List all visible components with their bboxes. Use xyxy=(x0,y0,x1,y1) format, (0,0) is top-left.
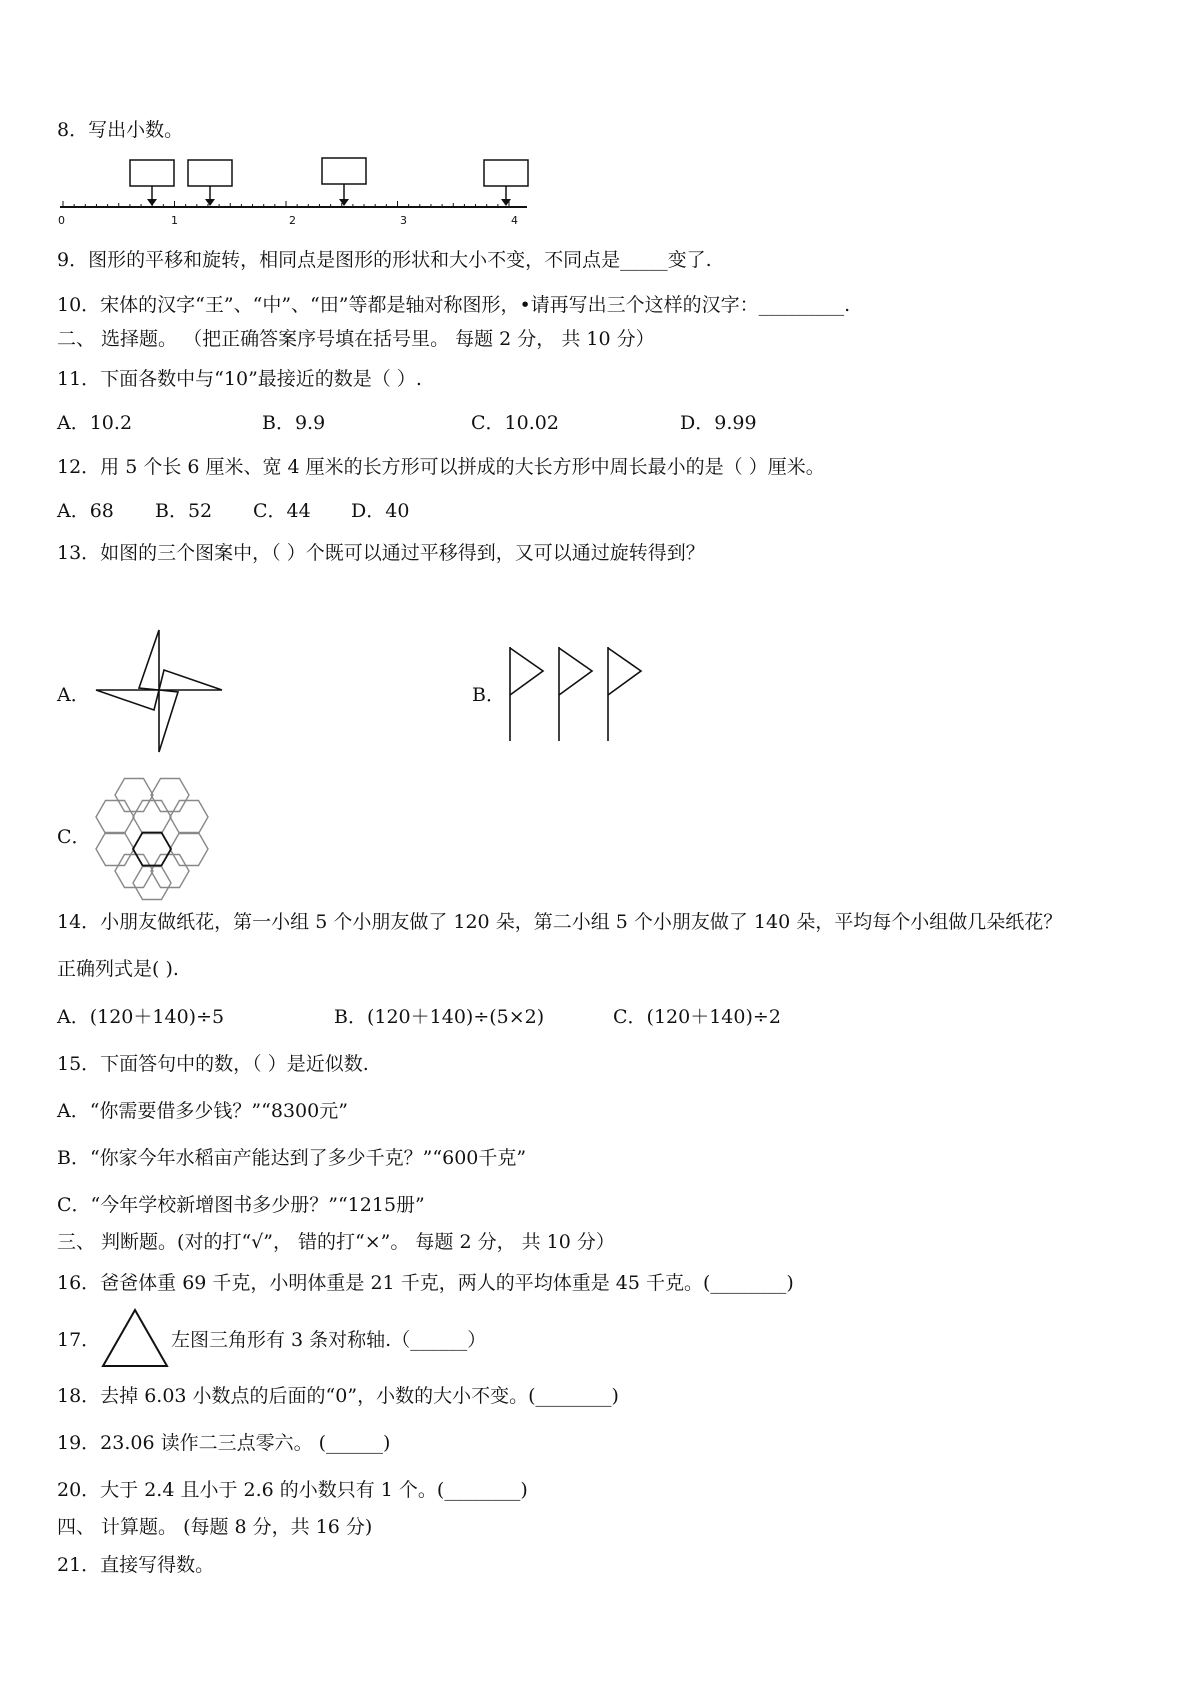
question-17-text: 左图三角形有 3 条对称轴.（______） xyxy=(171,1329,487,1351)
question-15: 15．下面答句中的数，（ ）是近似数. xyxy=(57,1053,369,1075)
q14-option-c: C．(120＋140)÷2 xyxy=(613,1006,781,1028)
pinwheel-figure xyxy=(92,628,228,754)
hexagon-cell xyxy=(96,833,134,866)
q15-option-b: B．“你家今年水稻亩产能达到了多少千克？”“600千克” xyxy=(57,1147,527,1169)
q11-option-a: A．10.2 xyxy=(57,412,133,434)
q12-option-c: C．44 xyxy=(253,500,311,522)
question-13: 13．如图的三个图案中，（ ）个既可以通过平移得到，又可以通过旋转得到？ xyxy=(57,542,705,564)
q12-option-a: A．68 xyxy=(57,500,114,522)
triangle-figure xyxy=(100,1307,170,1369)
question-14-line-2: 正确列式是( ). xyxy=(57,958,179,980)
ruler-label-1: 1 xyxy=(171,214,178,227)
question-9: 9．图形的平移和旋转，相同点是图形的形状和大小不变，不同点是_____变了. xyxy=(57,249,712,271)
question-20: 20．大于 2.4 且小于 2.6 的小数只有 1 个。(________) xyxy=(57,1479,528,1501)
q13-option-b: B． xyxy=(472,684,505,706)
hexagon-cell xyxy=(96,801,134,834)
hexagon-cell xyxy=(170,833,208,866)
ruler-label-2: 2 xyxy=(289,214,296,227)
ruler-label-4: 4 xyxy=(511,214,518,227)
q13-option-c: C． xyxy=(57,826,91,848)
hexagon-cell xyxy=(151,779,189,812)
ruler-label-0: 0 xyxy=(58,214,65,227)
hexagon-cell xyxy=(133,801,171,834)
q12-option-d: D．40 xyxy=(351,500,410,522)
flags-figure xyxy=(505,645,655,745)
question-19: 19．23.06 读作二三点零六。 (______) xyxy=(57,1432,391,1454)
question-8: 8．写出小数。 xyxy=(57,119,184,141)
question-14: 14．小朋友做纸花，第一小组 5 个小朋友做了 120 朵，第二小组 5 个小朋友做了 140 朵，平均每个小组做几朵纸花？ xyxy=(57,911,1063,933)
hexagon-cell xyxy=(170,801,208,834)
q11-option-c: C．10.02 xyxy=(471,412,559,434)
hexagon-pattern-figure xyxy=(94,775,210,901)
question-18: 18．去掉 6.03 小数点的后面的“0”，小数的大小不变。(________) xyxy=(57,1385,619,1407)
hexagon-cell xyxy=(133,833,171,866)
q14-option-a: A．(120＋140)÷5 xyxy=(57,1006,225,1028)
q15-option-c: C．“今年学校新增图书多少册？”“1215册” xyxy=(57,1194,425,1216)
q11-option-d: D．9.99 xyxy=(680,412,757,434)
section-3-heading: 三、 判断题。(对的打“√”， 错的打“×”。 每题 2 分， 共 10 分） xyxy=(57,1231,615,1253)
question-11: 11．下面各数中与“10”最接近的数是（ ）. xyxy=(57,368,422,390)
question-10: 10．宋体的汉字“王”、“中”、“田”等都是轴对称图形，•请再写出三个这样的汉字：_________. xyxy=(57,294,851,316)
q12-option-b: B．52 xyxy=(155,500,213,522)
section-4-heading: 四、 计算题。 (每题 8 分，共 16 分) xyxy=(57,1516,373,1538)
q13-option-a: A． xyxy=(57,684,90,706)
q11-option-b: B．9.9 xyxy=(262,412,326,434)
q15-option-a: A．“你需要借多少钱？”“8300元” xyxy=(57,1100,348,1122)
question-21: 21．直接写得数。 xyxy=(57,1554,215,1576)
section-2-heading: 二、 选择题。 （把正确答案序号填在括号里。 每题 2 分， 共 10 分） xyxy=(57,328,655,350)
number-line-figure xyxy=(57,155,537,230)
ruler-label-3: 3 xyxy=(400,214,407,227)
question-16: 16．爸爸体重 69 千克，小明体重是 21 千克，两人的平均体重是 45 千克。(________) xyxy=(57,1272,794,1294)
question-12: 12．用 5 个长 6 厘米、宽 4 厘米的长方形可以拼成的大长方形中周长最小的是（ ）厘米。 xyxy=(57,456,825,478)
hexagon-cell xyxy=(115,779,153,812)
question-17-number: 17． xyxy=(57,1329,101,1351)
q14-option-b: B．(120＋140)÷(5×2) xyxy=(334,1006,545,1028)
